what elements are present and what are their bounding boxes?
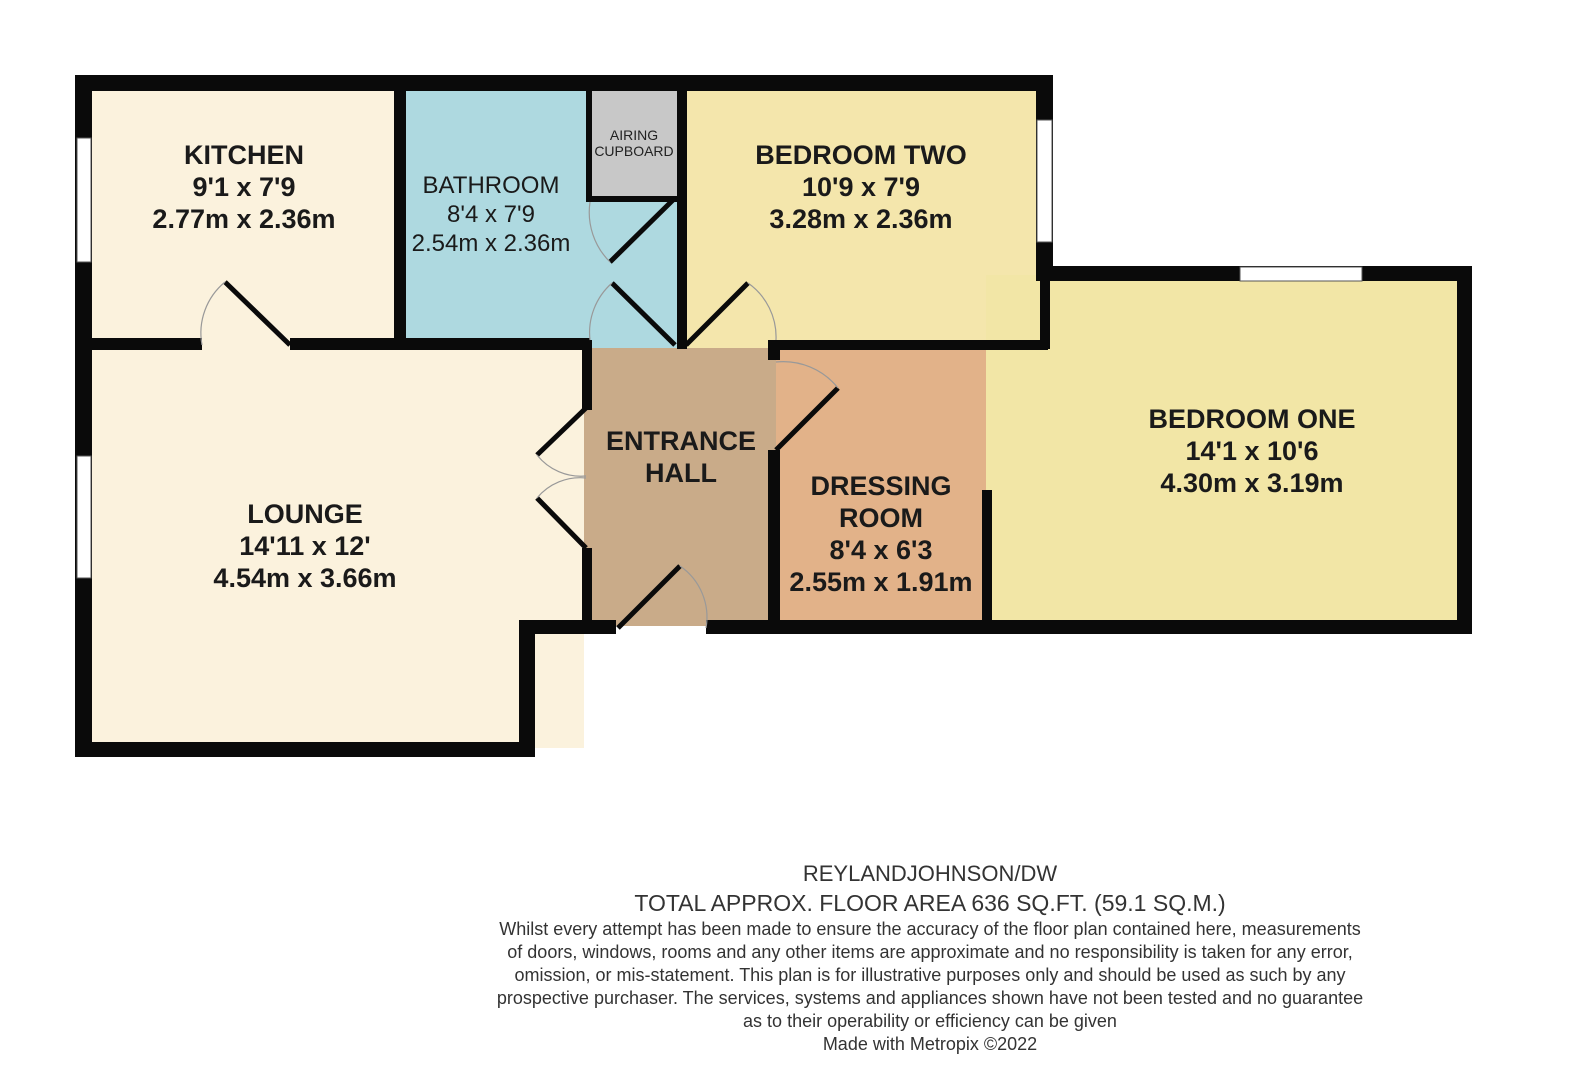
dressing-room-imperial: 8'4 x 6'3: [829, 535, 933, 565]
kitchen-name: KITCHEN: [184, 140, 304, 170]
disclaimer-line: of doors, windows, rooms and any other items are approximate and no responsibility is taken for any error,: [507, 942, 1353, 962]
made-with-credit: Made with Metropix ©2022: [822, 1034, 1038, 1054]
window-bedroom-two: [1037, 120, 1052, 242]
window-kitchen: [77, 138, 91, 262]
bathroom-metric: 2.54m x 2.36m: [411, 230, 571, 257]
dressing-room-metric: 2.55m x 1.91m: [789, 567, 973, 597]
airing-cupboard-line1: AIRING: [609, 127, 659, 143]
total-floor-area: TOTAL APPROX. FLOOR AREA 636 SQ.FT. (59.1 SQ.M.): [634, 890, 1226, 916]
bathroom-imperial: 8'4 x 7'9: [447, 201, 535, 228]
disclaimer-line: omission, or mis-statement. This plan is for illustrative purposes only and should be used as such by any: [514, 965, 1346, 985]
bedroom-one-name: BEDROOM ONE: [1148, 404, 1356, 434]
entrance-hall-line1: ENTRANCE: [605, 426, 756, 456]
disclaimer-line: Whilst every attempt has been made to ensure the accuracy of the floor plan contained here, measurements: [499, 919, 1361, 939]
kitchen-metric: 2.77m x 2.36m: [152, 204, 336, 234]
lounge-label: [155, 498, 455, 594]
kitchen-imperial: 9'1 x 7'9: [192, 172, 296, 202]
lounge-metric: 4.54m x 3.66m: [213, 563, 397, 593]
airing-cupboard-label: [590, 127, 678, 159]
bedroom-one-metric: 4.30m x 3.19m: [1160, 468, 1344, 498]
window-lounge: [77, 456, 91, 578]
lounge-imperial: 14'11 x 12': [239, 531, 371, 561]
bathroom-label: [396, 171, 586, 258]
airing-cupboard-line2: CUPBOARD: [594, 143, 674, 159]
bedroom-two-name: BEDROOM TWO: [755, 140, 967, 170]
bathroom-name: BATHROOM: [422, 172, 560, 199]
bedroom-two-label: [706, 139, 1016, 235]
lounge-name: LOUNGE: [247, 499, 363, 529]
bedroom-one-imperial: 14'1 x 10'6: [1185, 436, 1319, 466]
bedroom-two-imperial: 10'9 x 7'9: [802, 172, 920, 202]
disclaimer-line: prospective purchaser. The services, systems and appliances shown have not been tested and no guarantee: [496, 988, 1364, 1008]
entrance-hall-label: [592, 425, 770, 489]
dressing-room-line2: ROOM: [839, 503, 923, 533]
dressing-room-line1: DRESSING: [810, 471, 952, 501]
agent-name: REYLANDJOHNSON/DW: [802, 861, 1058, 886]
bedroom-two-metric: 3.28m x 2.36m: [769, 204, 953, 234]
bedroom-one-label: [1092, 403, 1412, 499]
disclaimer-line: as to their operability or efficiency can be given: [743, 1011, 1117, 1031]
dressing-room-label: [780, 470, 982, 598]
entrance-hall-line2: HALL: [645, 458, 717, 488]
kitchen-label: [104, 139, 384, 235]
footer: [430, 860, 1430, 1056]
window-bedroom-one: [1240, 267, 1362, 281]
